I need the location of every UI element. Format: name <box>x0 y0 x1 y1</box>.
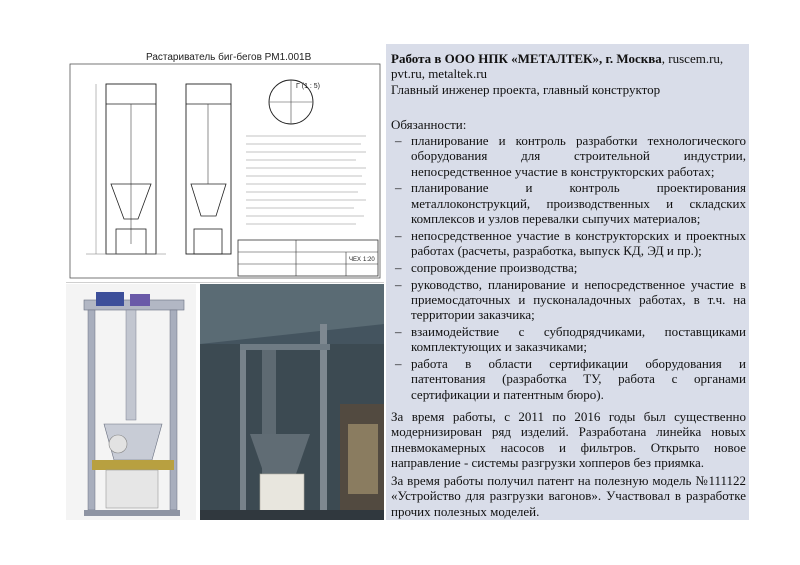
company-sites: , ruscem.ru, pvt.ru, metaltek.ru <box>391 51 724 82</box>
list-item: – сопровождение производства; <box>395 259 578 275</box>
render-3d-image <box>66 284 196 520</box>
achievements-paragraph: За время работы, с 2011 по 2016 годы был существенно модернизирован ряд изделий. Разработана линейка новых пневмокамерных насосов и фильтров. Открыто новое направление - системы разгрузки хопперов без приямка. <box>391 409 746 470</box>
illustrations-panel <box>66 44 384 520</box>
job-header <box>391 51 746 97</box>
list-item: – планирование и контроль разработки технологического оборудования для строительной индустрии, непосредственное участие в конструкторских работах; <box>395 133 746 179</box>
job-role: Главный инженер проекта, главный конструктор <box>391 81 661 97</box>
list-item: – непосредственное участие в конструкторских и проектных работах (расчеты, разработка, выпуск КД, ЭД и пр.); <box>395 227 746 259</box>
drawing-caption: Растариватель биг-бегов РМ1.001В <box>146 52 312 63</box>
stamp-scale: 1:20 <box>363 257 375 263</box>
technical-drawing <box>66 44 384 283</box>
list-item: – планирование и контроль проектирования металлоконструкций, производственных и складских комплексов и узлов перевалки сыпучих материалов; <box>395 180 746 226</box>
patent-paragraph: За время работы получил патент на полезную модель №111122 «Устройство для разгрузки вагонов». Участвовал в разработке прочих полезных моделей. <box>391 473 746 519</box>
list-item: – работа в области сертификации оборудования и патентования (разработка ТУ, работа с органами сертификации и патентным бюро). <box>395 356 746 402</box>
duties-title: Обязанности: <box>391 117 467 132</box>
drawing-sketch <box>66 44 384 282</box>
installation-photo <box>200 284 384 520</box>
stamp-code: ЧЕХ <box>349 257 362 263</box>
render-graphic <box>66 284 196 520</box>
text-panel <box>386 44 749 520</box>
photo-graphic <box>200 284 384 520</box>
duties-list <box>391 133 746 404</box>
company-title: Работа в ООО НПК «МЕТАЛТЕК», г. Москва <box>391 51 662 66</box>
list-item: – взаимодействие с субподрядчиками, поставщиками комплектующих и заказчиками; <box>395 324 746 355</box>
list-item: – руководство, планирование и непосредственное участие в приемосдаточных и пусконаладочных работах, в т.ч. на территории заказчика; <box>395 276 746 323</box>
section-label: Г (1 : 5) <box>296 83 321 90</box>
